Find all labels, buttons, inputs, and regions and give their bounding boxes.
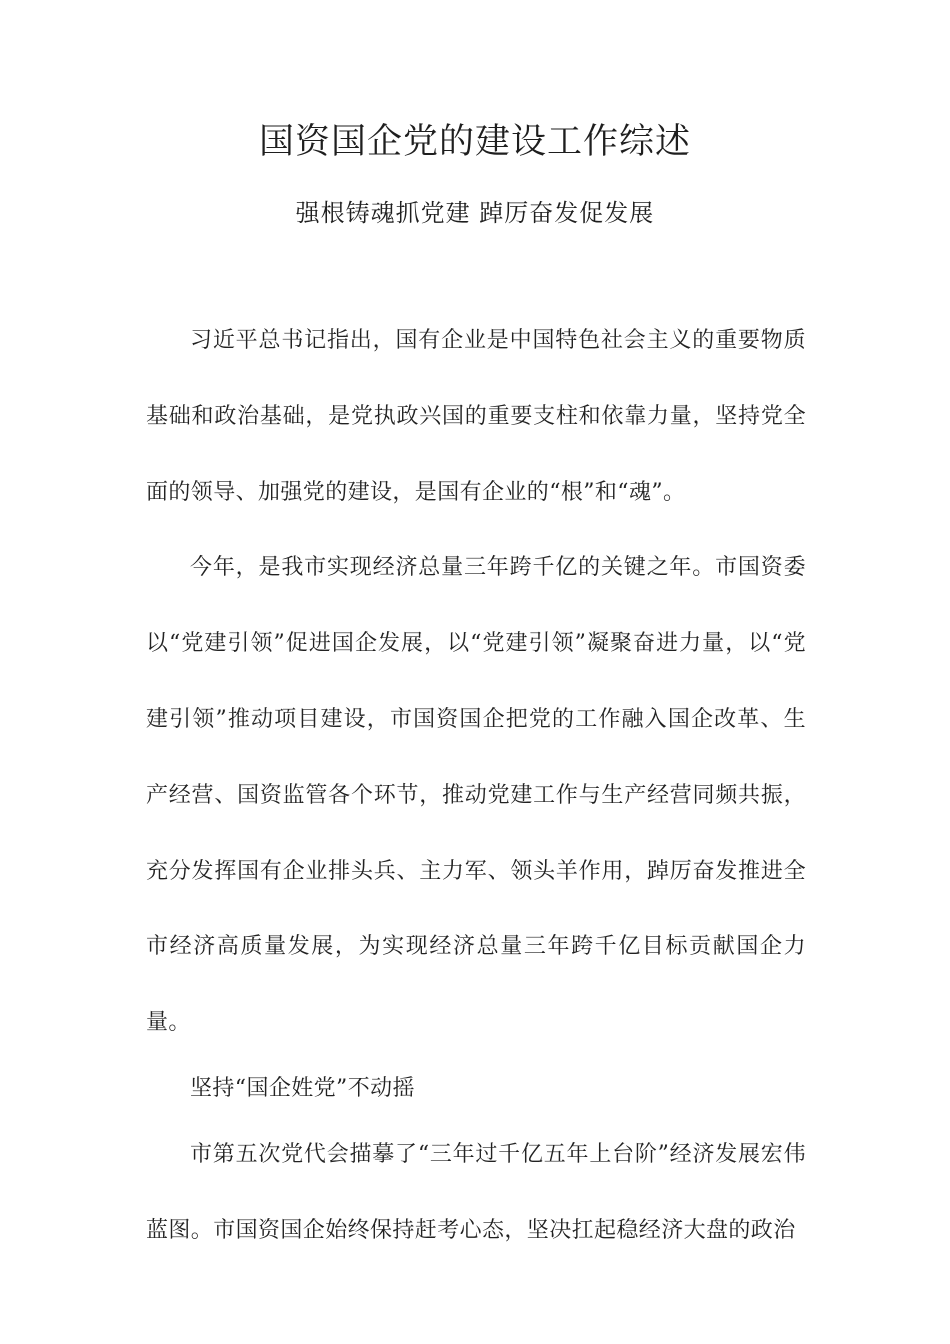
document-body: [146, 303, 806, 1269]
paragraph-section: 市第五次党代会描摹了“三年过千亿五年上台阶”经济发展宏伟蓝图。市国资国企始终保持赶考心态，坚决扛起稳经济大盘的政治: [146, 1141, 806, 1243]
document-title: 国资国企党的建设工作综述: [258, 122, 691, 162]
document-subtitle: 强根铸魂抓党建 踔厉奋发促发展: [295, 199, 655, 227]
section-heading: 坚持“国企姓党”不动摇: [190, 1075, 415, 1101]
paragraph-intro: 习近平总书记指出，国有企业是中国特色社会主义的重要物质基础和政治基础，是党执政兴国的重要支柱和依靠力量，坚持党全面的领导、加强党的建设，是国有企业的“根”和“魂”。: [146, 328, 806, 505]
paragraph-overview: 今年，是我市实现经济总量三年跨千亿的关键之年。市国资委以“党建引领”促进国企发展，以“党建引领”凝聚奋进力量，以“党建引领”推动项目建设，市国资国企把党的工作融入国企改革、生产经营、国资监管各个环节，推动党建工作与生产经营同频共振，充分发挥国有企业排头兵、主力军、领头羊作用，踔厉奋发推进全市经济高质量发展，为实现经济总量三年跨千亿目标贡献国企力量。: [146, 555, 806, 1036]
